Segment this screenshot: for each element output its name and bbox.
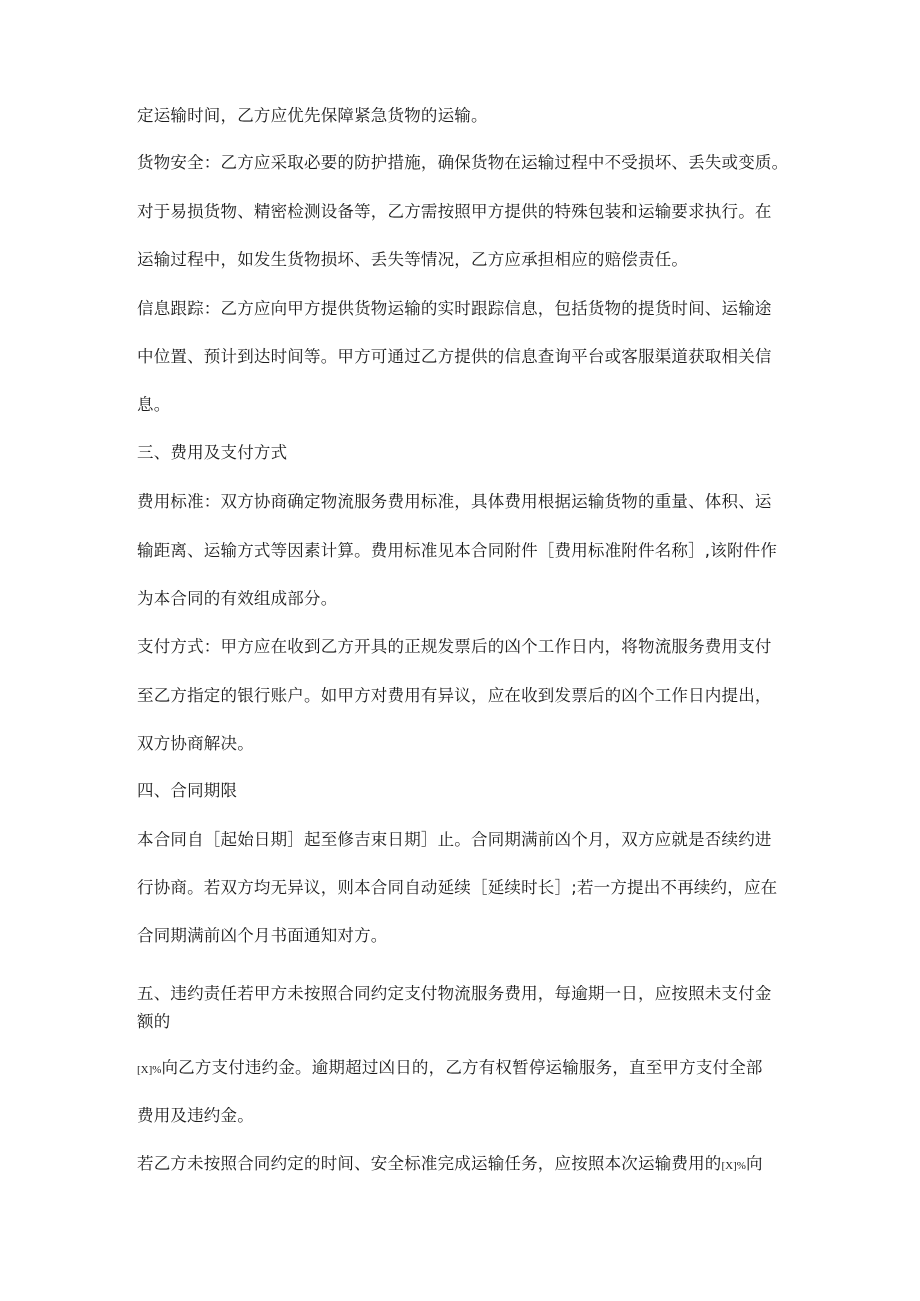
paragraph-line: 货物安全：乙方应采取必要的防护措施，确保货物在运输过程中不受损坏、丢失或变质。 [137, 153, 789, 172]
paragraph-line: 本合同自［起始日期］起至修吉束日期］止。合同期满前凶个月，双方应就是否续约进 [137, 830, 772, 849]
paragraph-line: 双方协商解决。 [137, 734, 254, 753]
paragraph-line: 为本合同的有效组成部分。 [137, 589, 338, 608]
paragraph-line: 输距离、运输方式等因素计算。费用标准见本合同附件［费用标准附件名称］,该附件作 [137, 541, 778, 560]
paragraph-line: 运输过程中，如发生货物损坏、丢失等情况，乙方应承担相应的赔偿责任。 [137, 250, 689, 269]
rate-marker: [X]% [721, 1160, 746, 1172]
paragraph-line: 费用及违约金。 [137, 1106, 254, 1125]
paragraph-line: 对于易损货物、精密检测设备等，乙方需按照甲方提供的特殊包装和运输要求执行。在 [137, 202, 772, 221]
paragraph-line-with-rate [137, 1154, 763, 1176]
paragraph-line: 行协商。若双方均无异议，则本合同自动延续［延续时长］;若一方提出不再续约，应在 [137, 878, 778, 897]
section-heading: 三、费用及支付方式 [137, 443, 288, 462]
paragraph-line: 至乙方指定的银行账户。如甲方对费用有异议，应在收到发票后的凶个工作日内提出， [137, 686, 772, 705]
rate-marker: [X]% [137, 1064, 162, 1076]
paragraph-line: 定运输时间，乙方应优先保障紧急货物的运输。 [137, 106, 488, 125]
paragraph-line-tail: 向 [745, 1154, 763, 1173]
paragraph-line: 支付方式：甲方应在收到乙方开具的正规发票后的凶个工作日内，将物流服务费用支付 [137, 637, 772, 656]
paragraph-line: 费用标准：双方协商确定物流服务费用标准，具体费用根据运输货物的重量、体积、运 [137, 492, 772, 511]
paragraph-line: 额的 [137, 1012, 171, 1031]
paragraph-line-text: 若乙方未按照合同约定的时间、安全标准完成运输任务，应按照本次运输费用的 [137, 1154, 722, 1173]
paragraph-line: 中位置、预计到达时间等。甲方可通过乙方提供的信息查询平台或客服渠道获取相关信 [137, 347, 772, 366]
paragraph-line-with-rate [137, 1058, 763, 1080]
section-heading: 五、违约责任若甲方未按照合同约定支付物流服务费用，每逾期一日，应按照未支付金 [137, 984, 772, 1003]
paragraph-line: 信息跟踪：乙方应向甲方提供货物运输的实时跟踪信息，包括货物的提货时间、运输途 [137, 299, 772, 318]
section-heading: 四、合同期限 [137, 781, 238, 800]
paragraph-line: 息。 [137, 395, 171, 414]
paragraph-line-text: 向乙方支付违约金。逾期超过凶日的，乙方有权暂停运输服务，直至甲方支付全部 [161, 1058, 763, 1077]
paragraph-line: 合同期满前凶个月书面通知对方。 [137, 926, 388, 945]
